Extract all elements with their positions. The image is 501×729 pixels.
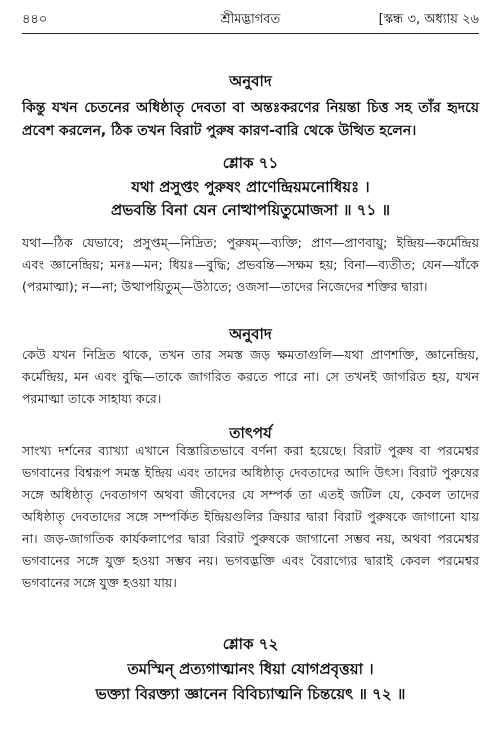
verse-71-line-1: যথা প্রসুপ্তং পুরুষং প্রাণেন্দ্রিয়মনোধিয়ঃ । xyxy=(131,178,370,196)
verse-72-line-2: ভক্ত্যা বিরক্ত্যা জ্ঞানেন বিবিচ্যাত্মনি চিন্তয়েৎ ॥ ৭২ ॥ xyxy=(95,685,406,703)
verse-71-line-2: প্রভবন্তি বিনা যেন নোত্থাপয়িতুমোজসা ॥ ৭১ ॥ xyxy=(111,201,390,219)
verse-72-title: শ্লোক ৭২ xyxy=(222,635,279,653)
page-header xyxy=(22,8,479,30)
verse-72-line-1: তমস্মিন্ প্রত্যগাত্মানং ধিয়া যোগপ্রবৃত্তয়া । xyxy=(127,660,374,678)
chapter-reference: [স্কন্ধ ৩, অধ্যায় ২৬ xyxy=(378,12,479,27)
verse-71-title: শ্লোক ৭১ xyxy=(222,154,279,172)
purport-text: সাংখ্য দর্শনের ব্যাখ্যা এখানে বিস্তারিতভাবে বর্ণনা করা হয়েছে। বিরাট পুরুষ বা পরমেশ্বর ভগবানের বিশ্বরূপ সমস্ত ইন্দ্রিয় এবং তাদের অধিষ্ঠাতৃ দেবতাদের আদি উৎস। বিরাট পুরুষের সঙ্গে অধিষ্ঠাতৃ দেবতাগণ অথবা জীবেদের যে সম্পর্ক তা এতই জটিল যে, কেবল তাদের অধিষ্ঠাতৃ দেবতাদের সঙ্গে সম্পর্কিত ইন্দ্রিয়গুলির ক্রিয়ার দ্বারা বিরাট পুরুষকে জাগানো যায় না। জড়-জাগতিক কার্যকলাপের দ্বারা বিরাট পুরুষকে জাগানো সম্ভব নয়, অথবা পরমেশ্বর ভগবানের সঙ্গে যুক্ত হওয়া সম্ভব নয়। ভগবদ্ভক্তি এবং বৈরাগ্যের দ্বারাই কেবল পরমেশ্বর ভগবানের সঙ্গে যুক্ত হওয়া যায়। xyxy=(22,443,479,590)
translation-text: কিন্তু যখন চেতনের অধিষ্ঠাতৃ দেবতা বা অন্তঃকরণের নিয়ন্তা চিত্ত সহ তাঁর হৃদয়ে প্রবেশ করলেন, ঠিক তখন বিরাট পুরুষ কারণ-বারি থেকে উত্থিত হলেন। xyxy=(22,100,479,139)
page-number: ৪৪০ xyxy=(22,12,48,27)
purport-heading: তাৎপর্য xyxy=(229,424,272,442)
header-divider xyxy=(22,33,479,34)
translation-heading: অনুবাদ xyxy=(229,72,272,90)
book-title: শ্রীমদ্ভাগবত xyxy=(220,12,281,27)
translation-heading-2: অনুবাদ xyxy=(229,325,272,343)
word-meanings-71: যথা—ঠিক যেভাবে; প্রসুপ্তম্—নিদ্রিত; পুরুষম্—ব্যক্তি; প্রাণ—প্রাণবায়ু; ইন্দ্রিয়—কর্মেন্দ্রিয় এবং জ্ঞানেন্দ্রিয়; মনঃ—মন; ধিয়ঃ—বুদ্ধি; প্রভবন্তি—সক্ষম হয়; বিনা—ব্যতীত; যেন—যাঁকে (পরমাত্মা); ন—না; উত্থাপয়িতুম্—উঠাতে; ওজসা—তাদের নিজেদের শক্তির দ্বারা। xyxy=(22,235,479,294)
translation-text-2: কেউ যখন নিদ্রিত থাকে, তখন তার সমস্ত জড় ক্ষমতাগুলি—যথা প্রাণশক্তি, জ্ঞানেন্দ্রিয়, কর্মেন্দ্রিয়, মন এবং বুদ্ধি—তাকে জাগরিত করতে পারে না। সে তখনই জাগরিত হয়, যখন পরমাত্মা তাকে সাহায্য করে। xyxy=(22,347,479,406)
